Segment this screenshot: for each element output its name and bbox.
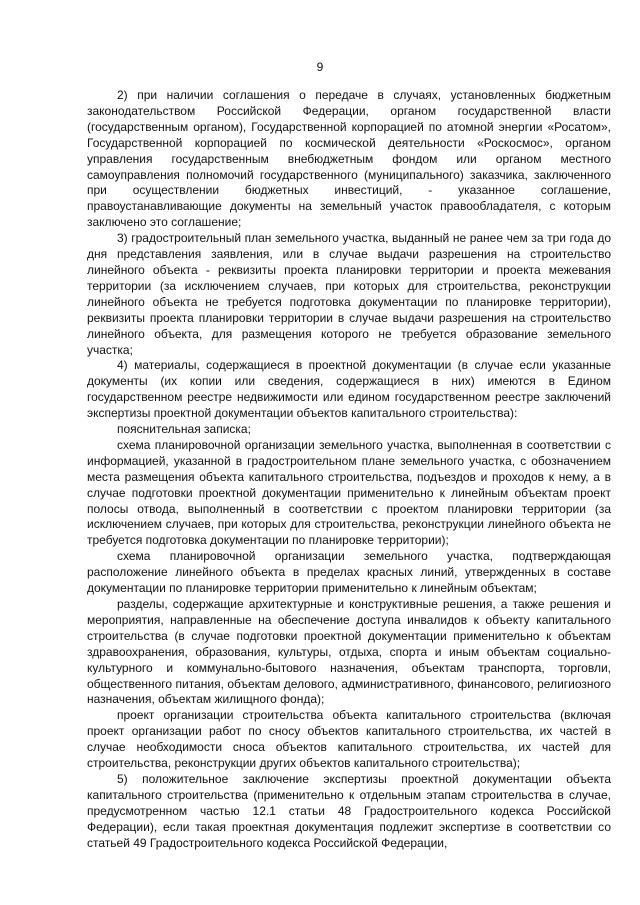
paragraph-item-5: 5) положительное заключение экспертизы проектной документации объекта капитального строительства (применительно к отдельным этапам строительства в случае, предусмотренном частью 12.1 статьи 48 Градостроительного кодекса Российской Федерации), если такая проектная документация подлежит экспертизе в соответствии со статьей 49 Градостроительного кодекса Российской Федерации, bbox=[87, 771, 611, 850]
page-number: 9 bbox=[316, 60, 324, 74]
paragraph-item-3: 3) градостроительный план земельного участка, выданный не ранее чем за три года до дня представления заявления, или в случае выдачи разрешения на строительство линейного объекта - реквизиты проекта планировки территории и проекта межевания территории (за исключением случаев, при которых для строительства, реконструкции линейного объекта не требуется подготовка документации по планировке территории), реквизиты проекта планировки территории в случае выдачи разрешения на строительство линейного объекта, для размещения которого не требуется образование земельного участка; bbox=[87, 231, 611, 357]
paragraph-item-4: 4) материалы, содержащиеся в проектной документации (в случае если указанные документы (их копии или сведения, содержащиеся в них) имеются в Едином государственном реестре недвижимости или едином государственном реестре заключений экспертизы проектной документации объектов капитального строительства): bbox=[87, 358, 611, 421]
paragraph-item-2: 2) при наличии соглашения о передаче в случаях, установленных бюджетным законодательством Российской Федерации, органом государственной власти (государственным органом), Государственной корпорацией по атомной энергии «Росатом», Государственной корпорацией по космической деятельности «Роскосмос», органом управления государственным внебюджетным фондом или органом местного самоуправления полномочий государственного (муниципального) заказчика, заключенного при осуществлении бюджетных инвестиций, - указанное соглашение, правоустанавливающие документы на земельный участок правообладателя, с которым заключено это соглашение; bbox=[87, 88, 611, 230]
paragraph-explanatory-note: пояснительная записка; bbox=[117, 422, 251, 437]
paragraph-architectural-sections: разделы, содержащие архитектурные и конструктивные решения, а также решения и мероприятия, направленные на обеспечение доступа инвалидов к объекту капитального строительства (в случае подготовки проектной документации применительно к объектам здравоохранения, образования, культуры, отдыха, спорта и иным объектам социально-культурного и коммунально-бытового назначения, объектам транспорта, торговли, общественного питания, объектам делового, административного, финансового, религиозного назначения, объектам жилищного фонда); bbox=[87, 597, 611, 707]
paragraph-site-plan-scheme: схема планировочной организации земельного участка, выполненная в соответствии с информацией, указанной в градостроительном плане земельного участка, с обозначением места размещения объекта капитального строительства, подъездов и проходов к нему, а в случае подготовки проектной документации применительно к линейным объектам проект полосы отвода, выполненный в соответствии с проектом планировки территории (за исключением случаев, при которых для строительства, реконструкции линейного объекта не требуется подготовка документации по планировке территории); bbox=[87, 437, 611, 548]
paragraph-linear-object-scheme: схема планировочной организации земельного участка, подтверждающая расположение линейного объекта в пределах красных линий, утвержденных в составе документации по планировке территории применительно к линейным объектам; bbox=[87, 549, 611, 596]
document-body bbox=[87, 88, 611, 852]
paragraph-construction-project: проект организации строительства объекта капитального строительства (включая проект организации работ по сносу объектов капитального строительства, их частей в случае необходимости сноса объектов капитального строительства, их частей для строительства, реконструкции других объектов капитального строительства); bbox=[87, 708, 611, 771]
